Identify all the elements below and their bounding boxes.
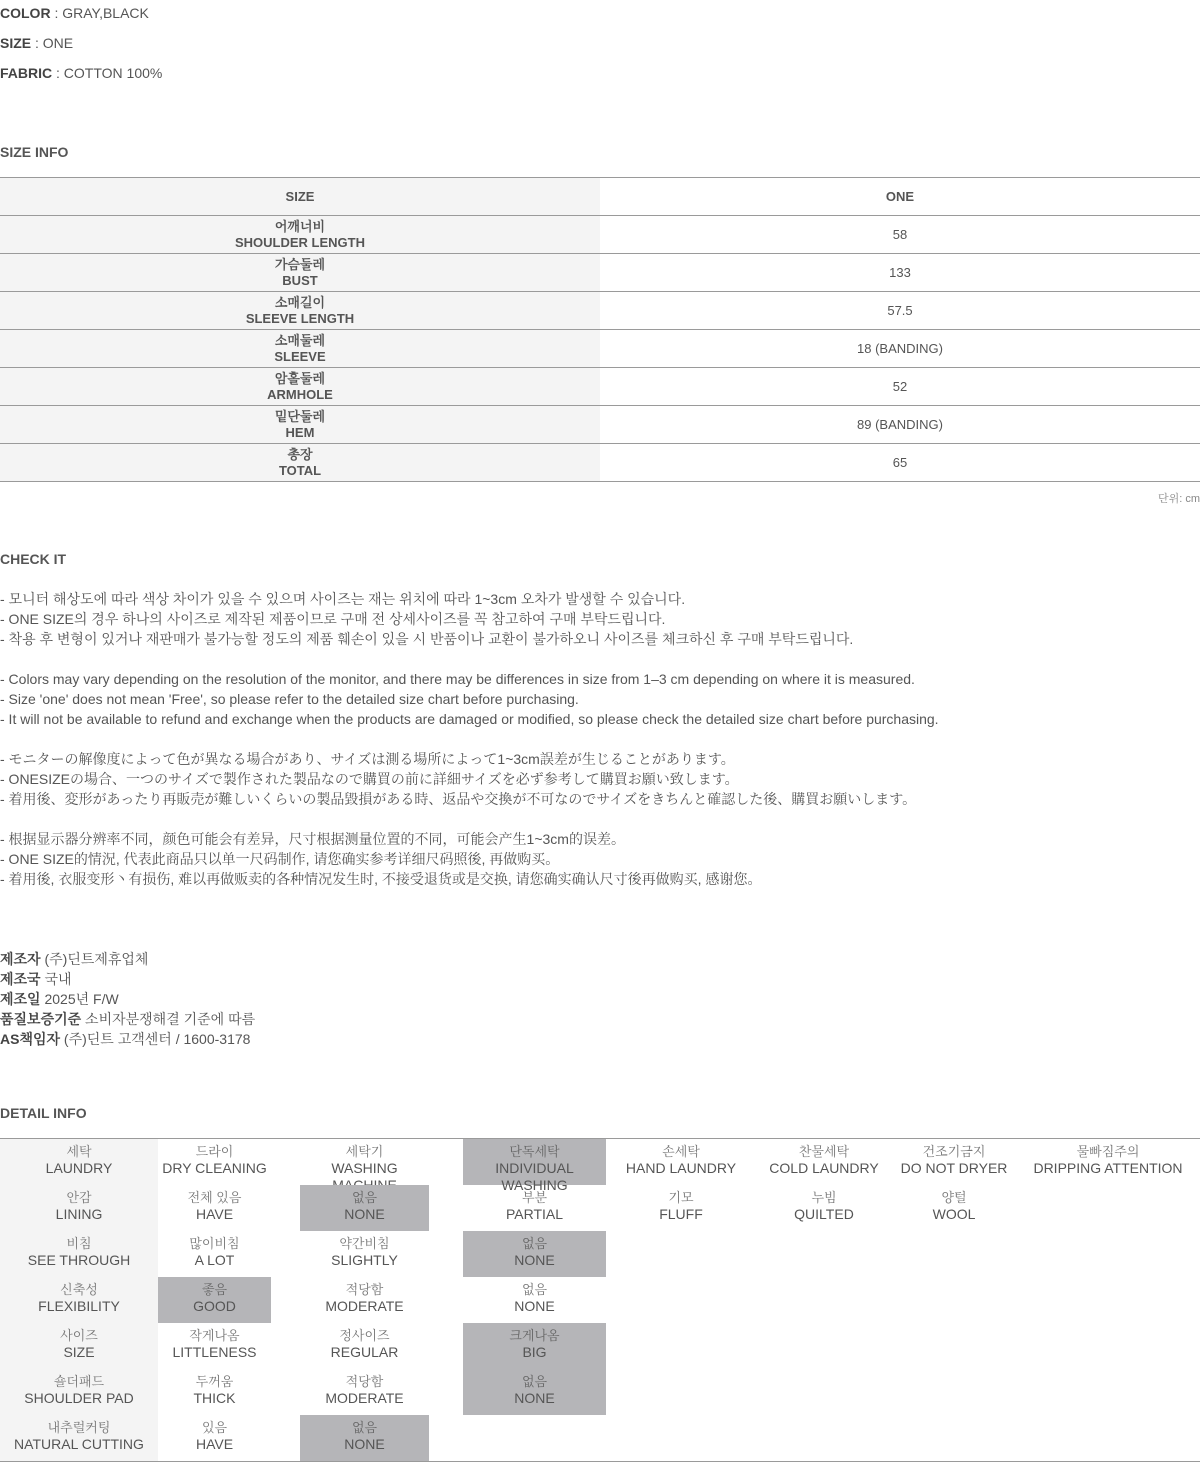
spec-value: : GRAY,BLACK <box>50 5 149 21</box>
detail-category-label <box>0 1369 158 1415</box>
info-value: (주)딘트제휴업체 <box>40 951 149 967</box>
size-row <box>0 444 1200 482</box>
check-it-title: CHECK IT <box>0 551 67 567</box>
size-row <box>0 292 1200 330</box>
detail-ko: 물빠짐주의 <box>1076 1144 1140 1159</box>
size-row-value: 133 <box>600 254 1200 292</box>
detail-en: MODERATE <box>325 1298 404 1314</box>
info-value: 소비자분쟁해결 기준에 따름 <box>81 1011 256 1027</box>
detail-option <box>463 1139 606 1193</box>
detail-option <box>756 1185 892 1231</box>
detail-en: SHOULDER PAD <box>24 1390 134 1406</box>
check-line: - Colors may vary depending on the resolution of the monitor, and there may be differences in size from 1–3 cm depending on where it is measured. <box>0 671 915 687</box>
info-key: 품질보증기준 <box>0 1011 82 1027</box>
detail-en: BIG <box>522 1344 547 1360</box>
size-row-label <box>0 368 600 406</box>
spec-key: FABRIC <box>0 65 53 81</box>
detail-category-label <box>0 1185 158 1231</box>
size-label-ko: 어깨너비 <box>274 218 326 234</box>
detail-option <box>300 1139 429 1185</box>
size-info-title: SIZE INFO <box>0 144 69 160</box>
detail-option <box>606 1139 756 1185</box>
maker-info-as <box>0 1029 250 1049</box>
size-row-label <box>0 292 600 330</box>
detail-en: WOOL <box>932 1206 976 1222</box>
check-line: - ONE SIZE의 경우 하나의 사이즈로 제작된 제품이므로 구매 전 상세사이즈를 꼭 참고하여 구매 부탁드립니다. <box>0 611 666 627</box>
check-line: - 着用後、変形があったり再販売が難しいくらいの製品毀損がある時、返品や交換が不可なのでサイズをきちんと確認した後、購買お願いします。 <box>0 791 917 807</box>
detail-option <box>158 1323 271 1369</box>
detail-ko: 비침 <box>66 1236 92 1251</box>
size-row <box>0 330 1200 368</box>
detail-ko: 없음 <box>521 1236 548 1251</box>
detail-en: HAVE <box>195 1206 234 1222</box>
size-row-value: 58 <box>600 216 1200 254</box>
detail-en: REGULAR <box>330 1344 399 1360</box>
size-label-en: SLEEVE <box>274 348 326 364</box>
detail-en: DO NOT DRYER <box>900 1160 1008 1176</box>
detail-en: SEE THROUGH <box>27 1252 131 1268</box>
detail-ko: 기모 <box>668 1190 694 1205</box>
detail-option <box>300 1415 429 1461</box>
detail-en: NONE <box>514 1390 555 1406</box>
info-value: (주)딘트 고객센터 / 1600-3178 <box>60 1031 251 1047</box>
check-line: - It will not be available to refund and exchange when the products are damaged or modified, so please check the detailed size chart before purchasing. <box>0 711 939 727</box>
detail-option <box>892 1185 1016 1231</box>
size-label-ko: 밑단둘레 <box>274 408 326 424</box>
detail-ko: 사이즈 <box>60 1328 98 1343</box>
detail-ko: 세탁 <box>66 1144 92 1159</box>
info-key: 제조일 <box>0 991 41 1007</box>
detail-ko: 양털 <box>941 1190 967 1205</box>
info-key: 제조자 <box>0 951 41 967</box>
info-value: 2025년 F/W <box>40 991 119 1007</box>
size-row <box>0 254 1200 292</box>
spec-value: : COTTON 100% <box>52 65 163 81</box>
check-line: - 모니터 해상도에 따라 색상 차이가 있을 수 있으며 사이즈는 재는 위치에 따라 1~3cm 오차가 발생할 수 있습니다. <box>0 591 686 607</box>
detail-option <box>158 1277 271 1323</box>
detail-en: INDIVIDUAL WASHING <box>495 1160 574 1193</box>
detail-ko: 정사이즈 <box>339 1328 390 1343</box>
size-header-label: SIZE <box>0 178 600 216</box>
detail-category-label <box>0 1415 158 1461</box>
detail-option <box>300 1231 429 1277</box>
detail-en: MODERATE <box>325 1390 404 1406</box>
detail-en: PARTIAL <box>505 1206 564 1222</box>
detail-ko: 신축성 <box>60 1282 98 1297</box>
detail-ko: 약간비침 <box>339 1236 390 1251</box>
size-header-value: ONE <box>600 178 1200 216</box>
detail-en: WASHING <box>331 1160 398 1176</box>
check-it-en <box>0 669 1200 729</box>
detail-en: DRY CLEANING <box>162 1160 267 1176</box>
size-row-value: 57.5 <box>600 292 1200 330</box>
detail-option <box>158 1185 271 1231</box>
check-it-zh <box>0 829 1200 889</box>
size-label-ko: 소매길이 <box>274 294 326 310</box>
detail-ko: 안감 <box>66 1190 92 1205</box>
detail-category-label <box>0 1139 158 1185</box>
size-label-en: ARMHOLE <box>267 386 333 402</box>
detail-en: NONE <box>344 1436 385 1452</box>
detail-en: SLIGHTLY <box>331 1252 398 1268</box>
detail-en: NONE <box>344 1206 385 1222</box>
detail-ko: 두꺼움 <box>195 1374 234 1389</box>
size-row-label <box>0 216 600 254</box>
spec-fabric <box>0 65 162 81</box>
detail-ko: 건조기금지 <box>922 1144 986 1159</box>
detail-category-label <box>0 1277 158 1323</box>
detail-ko: 내추럴커팅 <box>47 1420 111 1435</box>
check-it-ko <box>0 589 1200 649</box>
size-table-header <box>0 178 1200 216</box>
spec-value: : ONE <box>31 35 74 51</box>
size-row-value: 18 (BANDING) <box>600 330 1200 368</box>
info-key: 제조국 <box>0 971 41 987</box>
detail-en: COLD LAUNDRY <box>769 1160 879 1176</box>
detail-option <box>1016 1139 1200 1185</box>
detail-ko: 부분 <box>521 1190 548 1205</box>
check-it-ja <box>0 749 1200 809</box>
detail-category-label <box>0 1231 158 1277</box>
spec-size <box>0 35 73 51</box>
detail-option <box>463 1231 606 1277</box>
detail-en: NONE <box>514 1252 555 1268</box>
detail-en: NATURAL CUTTING <box>14 1436 144 1452</box>
detail-option <box>158 1369 271 1415</box>
size-label-en: SHOULDER LENGTH <box>235 234 365 250</box>
size-label-ko: 암홀둘레 <box>274 370 326 386</box>
detail-option <box>892 1139 1016 1185</box>
detail-info-title: DETAIL INFO <box>0 1105 87 1121</box>
size-row <box>0 406 1200 444</box>
detail-en: LITTLENESS <box>172 1344 257 1360</box>
maker-info-country <box>0 969 72 989</box>
detail-en: LINING <box>55 1206 103 1222</box>
detail-ko: 없음 <box>521 1374 548 1389</box>
detail-ko: 드라이 <box>195 1144 234 1159</box>
detail-ko: 누빔 <box>811 1190 837 1205</box>
info-key: AS책임자 <box>0 1031 61 1047</box>
detail-ko: 단독세탁 <box>509 1144 560 1159</box>
size-row-label <box>0 254 600 292</box>
detail-option <box>756 1139 892 1185</box>
detail-grid <box>0 1138 1200 1462</box>
detail-option <box>463 1323 606 1369</box>
detail-ko: 있음 <box>201 1420 228 1435</box>
size-row-label <box>0 444 600 482</box>
detail-option <box>606 1185 756 1231</box>
spec-key: COLOR <box>0 5 51 21</box>
detail-en: QUILTED <box>794 1206 854 1222</box>
check-line: - ONESIZEの場合、一つのサイズで製作された製品なので購買の前に詳細サイズを必ず参考して購買お願い致します。 <box>0 771 739 787</box>
size-row-value: 65 <box>600 444 1200 482</box>
detail-ko: 적당함 <box>345 1374 384 1389</box>
check-line: - モニターの解像度によって色が異なる場合があり、サイズは測る場所によって1~3cm誤差が生じることがあります。 <box>0 751 735 767</box>
size-label-ko: 가슴둘레 <box>274 256 326 272</box>
detail-option <box>463 1185 606 1231</box>
check-line: - 根据显示器分辨率不同，颜色可能会有差异，尺寸根据测量位置的不同，可能会产生1~3cm的误差。 <box>0 831 625 847</box>
detail-en: GOOD <box>193 1298 236 1314</box>
size-label-en: TOTAL <box>278 462 322 478</box>
detail-ko: 손세탁 <box>662 1144 700 1159</box>
detail-ko: 숄더패드 <box>53 1374 105 1389</box>
size-label-en: BUST <box>282 272 318 288</box>
detail-en: HAVE <box>195 1436 234 1452</box>
maker-info-quality <box>0 1009 255 1029</box>
detail-ko: 작게나옴 <box>189 1328 240 1343</box>
size-row-value: 52 <box>600 368 1200 406</box>
detail-en: HAND LAUNDRY <box>625 1160 737 1176</box>
check-line: - 착용 후 변형이 있거나 재판매가 불가능할 정도의 제품 훼손이 있을 시 반품이나 교환이 불가하오니 사이즈를 체크하신 후 구매 부탁드립니다. <box>0 631 854 647</box>
detail-en: DRIPPING ATTENTION <box>1033 1160 1183 1176</box>
size-row-value: 89 (BANDING) <box>600 406 1200 444</box>
detail-en: THICK <box>193 1390 236 1406</box>
detail-ko: 찬물세탁 <box>798 1144 850 1159</box>
detail-option <box>158 1231 271 1277</box>
detail-ko: 없음 <box>521 1282 548 1297</box>
size-row <box>0 368 1200 406</box>
unit-note: 단위: cm <box>1157 493 1200 505</box>
maker-info-manufacturer <box>0 949 148 969</box>
detail-ko: 크게나옴 <box>509 1328 560 1343</box>
detail-en: FLEXIBILITY <box>38 1298 120 1314</box>
detail-option <box>463 1277 606 1323</box>
detail-en: SIZE <box>63 1344 95 1360</box>
check-line: - ONE SIZE的情況, 代表此商品只以单一尺码制作, 请您确实参考详细尺码照後, 再做购买。 <box>0 851 560 867</box>
spec-color <box>0 5 149 21</box>
detail-option <box>300 1185 429 1231</box>
check-line: - 着用後, 衣服变形丶有损伤, 难以再做贩卖的各种情况发生时, 不接受退货或是交换, 请您确实确认尺寸後再做购买, 感谢您。 <box>0 871 762 887</box>
detail-category-label <box>0 1323 158 1369</box>
detail-option <box>158 1139 271 1185</box>
detail-option <box>300 1277 429 1323</box>
detail-ko: 적당함 <box>345 1282 384 1297</box>
size-label-ko: 총장 <box>287 446 313 462</box>
detail-ko: 좋음 <box>201 1282 228 1297</box>
detail-option <box>463 1369 606 1415</box>
detail-en: NONE <box>514 1298 555 1314</box>
detail-en: FLUFF <box>659 1206 703 1222</box>
maker-info-date <box>0 989 119 1009</box>
detail-option <box>300 1323 429 1369</box>
detail-en: LAUNDRY <box>45 1160 113 1176</box>
spec-key: SIZE <box>0 35 32 51</box>
info-value: 국내 <box>40 971 72 987</box>
size-row-label <box>0 406 600 444</box>
detail-ko: 없음 <box>351 1420 378 1435</box>
detail-en: A LOT <box>194 1252 235 1268</box>
detail-ko: 세탁기 <box>345 1144 384 1159</box>
check-line: - Size 'one' does not mean 'Free', so please refer to the detailed size chart before purchasing. <box>0 691 579 707</box>
size-row <box>0 216 1200 254</box>
size-label-ko: 소매둘레 <box>274 332 326 348</box>
size-row-label <box>0 330 600 368</box>
detail-ko: 없음 <box>351 1190 378 1205</box>
size-label-en: SLEEVE LENGTH <box>245 310 355 326</box>
detail-option <box>158 1415 271 1461</box>
detail-option <box>300 1369 429 1415</box>
size-label-en: HEM <box>285 424 315 440</box>
size-table <box>0 177 1200 482</box>
detail-ko: 많이비침 <box>189 1236 240 1251</box>
detail-ko: 전체 있음 <box>187 1190 242 1205</box>
